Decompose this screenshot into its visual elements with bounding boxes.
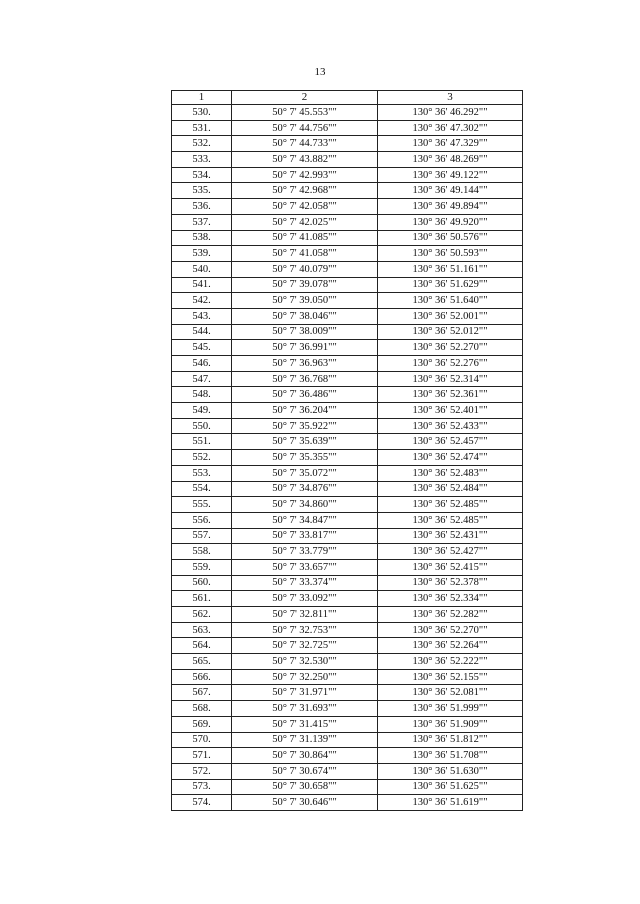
table-row	[172, 183, 523, 199]
latitude-cell: 50° 7' 42.993""	[232, 167, 378, 183]
point-number-cell: 531.	[172, 120, 232, 136]
longitude-cell: 130° 36' 51.640""	[378, 293, 523, 309]
table-row	[172, 795, 523, 811]
longitude-cell: 130° 36' 52.431""	[378, 528, 523, 544]
latitude-cell: 50° 7' 31.971""	[232, 685, 378, 701]
point-number-cell: 542.	[172, 293, 232, 309]
latitude-cell: 50° 7' 35.922""	[232, 418, 378, 434]
latitude-cell: 50° 7' 44.756""	[232, 120, 378, 136]
table-row	[172, 465, 523, 481]
table-row	[172, 575, 523, 591]
latitude-cell: 50° 7' 38.046""	[232, 308, 378, 324]
latitude-cell: 50° 7' 41.058""	[232, 246, 378, 262]
point-number-cell: 530.	[172, 105, 232, 121]
point-number-cell: 534.	[172, 167, 232, 183]
table-row	[172, 763, 523, 779]
table-row	[172, 105, 523, 121]
table-row	[172, 591, 523, 607]
latitude-cell: 50° 7' 33.374""	[232, 575, 378, 591]
longitude-cell: 130° 36' 52.270""	[378, 340, 523, 356]
table-row	[172, 293, 523, 309]
longitude-cell: 130° 36' 49.894""	[378, 199, 523, 215]
latitude-cell: 50° 7' 42.968""	[232, 183, 378, 199]
table-row	[172, 199, 523, 215]
point-number-cell: 564.	[172, 638, 232, 654]
longitude-cell: 130° 36' 52.474""	[378, 450, 523, 466]
table-row	[172, 246, 523, 262]
longitude-cell: 130° 36' 52.483""	[378, 465, 523, 481]
longitude-cell: 130° 36' 47.302""	[378, 120, 523, 136]
longitude-cell: 130° 36' 51.909""	[378, 716, 523, 732]
point-number-cell: 551.	[172, 434, 232, 450]
latitude-cell: 50° 7' 34.860""	[232, 497, 378, 513]
latitude-cell: 50° 7' 34.876""	[232, 481, 378, 497]
point-number-cell: 553.	[172, 465, 232, 481]
table-row	[172, 638, 523, 654]
longitude-cell: 130° 36' 52.081""	[378, 685, 523, 701]
point-number-cell: 541.	[172, 277, 232, 293]
longitude-cell: 130° 36' 51.161""	[378, 261, 523, 277]
latitude-cell: 50° 7' 33.657""	[232, 559, 378, 575]
longitude-cell: 130° 36' 51.999""	[378, 701, 523, 717]
longitude-cell: 130° 36' 50.593""	[378, 246, 523, 262]
table-row	[172, 559, 523, 575]
longitude-cell: 130° 36' 52.415""	[378, 559, 523, 575]
point-number-cell: 565.	[172, 654, 232, 670]
point-number-cell: 539.	[172, 246, 232, 262]
latitude-cell: 50° 7' 44.733""	[232, 136, 378, 152]
latitude-cell: 50° 7' 36.991""	[232, 340, 378, 356]
point-number-cell: 544.	[172, 324, 232, 340]
table-row	[172, 324, 523, 340]
table-row	[172, 716, 523, 732]
table-row	[172, 387, 523, 403]
point-number-cell: 569.	[172, 716, 232, 732]
longitude-cell: 130° 36' 49.122""	[378, 167, 523, 183]
latitude-cell: 50° 7' 39.078""	[232, 277, 378, 293]
table-row	[172, 418, 523, 434]
table-row	[172, 512, 523, 528]
latitude-cell: 50° 7' 45.553""	[232, 105, 378, 121]
point-number-cell: 543.	[172, 308, 232, 324]
table-row	[172, 481, 523, 497]
longitude-cell: 130° 36' 51.812""	[378, 732, 523, 748]
point-number-cell: 573.	[172, 779, 232, 795]
point-number-cell: 537.	[172, 214, 232, 230]
latitude-cell: 50° 7' 32.811""	[232, 607, 378, 623]
point-number-cell: 547.	[172, 371, 232, 387]
table-row	[172, 779, 523, 795]
longitude-cell: 130° 36' 52.401""	[378, 403, 523, 419]
table-row	[172, 308, 523, 324]
latitude-cell: 50° 7' 35.355""	[232, 450, 378, 466]
table-row	[172, 701, 523, 717]
point-number-cell: 550.	[172, 418, 232, 434]
latitude-cell: 50° 7' 31.139""	[232, 732, 378, 748]
table-row	[172, 434, 523, 450]
longitude-cell: 130° 36' 51.630""	[378, 763, 523, 779]
table-row	[172, 167, 523, 183]
point-number-cell: 535.	[172, 183, 232, 199]
point-number-cell: 561.	[172, 591, 232, 607]
point-number-cell: 574.	[172, 795, 232, 811]
latitude-cell: 50° 7' 39.050""	[232, 293, 378, 309]
table-row	[172, 450, 523, 466]
point-number-cell: 555.	[172, 497, 232, 513]
table-row	[172, 732, 523, 748]
longitude-cell: 130° 36' 49.920""	[378, 214, 523, 230]
latitude-cell: 50° 7' 35.072""	[232, 465, 378, 481]
point-number-cell: 554.	[172, 481, 232, 497]
longitude-cell: 130° 36' 52.378""	[378, 575, 523, 591]
table-row	[172, 685, 523, 701]
point-number-cell: 533.	[172, 152, 232, 168]
latitude-cell: 50° 7' 42.058""	[232, 199, 378, 215]
longitude-cell: 130° 36' 52.270""	[378, 622, 523, 638]
table-body	[172, 105, 523, 811]
latitude-cell: 50° 7' 30.674""	[232, 763, 378, 779]
table-row	[172, 356, 523, 372]
latitude-cell: 50° 7' 33.779""	[232, 544, 378, 560]
table-row	[172, 136, 523, 152]
longitude-cell: 130° 36' 51.619""	[378, 795, 523, 811]
latitude-cell: 50° 7' 32.530""	[232, 654, 378, 670]
latitude-cell: 50° 7' 31.415""	[232, 716, 378, 732]
point-number-cell: 571.	[172, 748, 232, 764]
table-row	[172, 748, 523, 764]
column-header: 3	[378, 91, 523, 105]
longitude-cell: 130° 36' 51.708""	[378, 748, 523, 764]
longitude-cell: 130° 36' 52.433""	[378, 418, 523, 434]
table-row	[172, 371, 523, 387]
point-number-cell: 540.	[172, 261, 232, 277]
latitude-cell: 50° 7' 33.092""	[232, 591, 378, 607]
longitude-cell: 130° 36' 48.269""	[378, 152, 523, 168]
point-number-cell: 562.	[172, 607, 232, 623]
latitude-cell: 50° 7' 36.204""	[232, 403, 378, 419]
point-number-cell: 572.	[172, 763, 232, 779]
latitude-cell: 50° 7' 32.725""	[232, 638, 378, 654]
latitude-cell: 50° 7' 30.864""	[232, 748, 378, 764]
longitude-cell: 130° 36' 52.155""	[378, 669, 523, 685]
point-number-cell: 558.	[172, 544, 232, 560]
latitude-cell: 50° 7' 43.882""	[232, 152, 378, 168]
latitude-cell: 50° 7' 36.486""	[232, 387, 378, 403]
table-row	[172, 152, 523, 168]
longitude-cell: 130° 36' 52.484""	[378, 481, 523, 497]
longitude-cell: 130° 36' 52.485""	[378, 512, 523, 528]
latitude-cell: 50° 7' 30.658""	[232, 779, 378, 795]
longitude-cell: 130° 36' 52.334""	[378, 591, 523, 607]
point-number-cell: 568.	[172, 701, 232, 717]
point-number-cell: 556.	[172, 512, 232, 528]
point-number-cell: 549.	[172, 403, 232, 419]
latitude-cell: 50° 7' 36.963""	[232, 356, 378, 372]
table-row	[172, 622, 523, 638]
longitude-cell: 130° 36' 50.576""	[378, 230, 523, 246]
longitude-cell: 130° 36' 52.012""	[378, 324, 523, 340]
table-row	[172, 654, 523, 670]
column-header: 2	[232, 91, 378, 105]
longitude-cell: 130° 36' 52.485""	[378, 497, 523, 513]
longitude-cell: 130° 36' 52.427""	[378, 544, 523, 560]
longitude-cell: 130° 36' 52.001""	[378, 308, 523, 324]
table-header-row	[172, 91, 523, 105]
point-number-cell: 552.	[172, 450, 232, 466]
latitude-cell: 50° 7' 38.009""	[232, 324, 378, 340]
table-row	[172, 403, 523, 419]
table-row	[172, 544, 523, 560]
table-row	[172, 120, 523, 136]
table-row	[172, 669, 523, 685]
point-number-cell: 560.	[172, 575, 232, 591]
longitude-cell: 130° 36' 52.457""	[378, 434, 523, 450]
longitude-cell: 130° 36' 52.361""	[378, 387, 523, 403]
point-number-cell: 536.	[172, 199, 232, 215]
point-number-cell: 570.	[172, 732, 232, 748]
table-row	[172, 261, 523, 277]
point-number-cell: 563.	[172, 622, 232, 638]
point-number-cell: 548.	[172, 387, 232, 403]
table-row	[172, 230, 523, 246]
point-number-cell: 545.	[172, 340, 232, 356]
latitude-cell: 50° 7' 41.085""	[232, 230, 378, 246]
coordinates-table	[171, 90, 523, 811]
point-number-cell: 538.	[172, 230, 232, 246]
longitude-cell: 130° 36' 49.144""	[378, 183, 523, 199]
longitude-cell: 130° 36' 47.329""	[378, 136, 523, 152]
latitude-cell: 50° 7' 30.646""	[232, 795, 378, 811]
longitude-cell: 130° 36' 52.276""	[378, 356, 523, 372]
point-number-cell: 559.	[172, 559, 232, 575]
latitude-cell: 50° 7' 36.768""	[232, 371, 378, 387]
latitude-cell: 50° 7' 42.025""	[232, 214, 378, 230]
latitude-cell: 50° 7' 34.847""	[232, 512, 378, 528]
longitude-cell: 130° 36' 46.292""	[378, 105, 523, 121]
latitude-cell: 50° 7' 31.693""	[232, 701, 378, 717]
longitude-cell: 130° 36' 52.264""	[378, 638, 523, 654]
longitude-cell: 130° 36' 52.222""	[378, 654, 523, 670]
longitude-cell: 130° 36' 51.629""	[378, 277, 523, 293]
point-number-cell: 567.	[172, 685, 232, 701]
table-row	[172, 607, 523, 623]
latitude-cell: 50° 7' 33.817""	[232, 528, 378, 544]
point-number-cell: 546.	[172, 356, 232, 372]
column-header: 1	[172, 91, 232, 105]
table-row	[172, 497, 523, 513]
point-number-cell: 532.	[172, 136, 232, 152]
longitude-cell: 130° 36' 51.625""	[378, 779, 523, 795]
latitude-cell: 50° 7' 40.079""	[232, 261, 378, 277]
longitude-cell: 130° 36' 52.314""	[378, 371, 523, 387]
table-row	[172, 340, 523, 356]
longitude-cell: 130° 36' 52.282""	[378, 607, 523, 623]
page-number: 13	[314, 66, 326, 78]
latitude-cell: 50° 7' 35.639""	[232, 434, 378, 450]
latitude-cell: 50° 7' 32.250""	[232, 669, 378, 685]
table-row	[172, 277, 523, 293]
table-row	[172, 214, 523, 230]
point-number-cell: 557.	[172, 528, 232, 544]
latitude-cell: 50° 7' 32.753""	[232, 622, 378, 638]
point-number-cell: 566.	[172, 669, 232, 685]
table-row	[172, 528, 523, 544]
